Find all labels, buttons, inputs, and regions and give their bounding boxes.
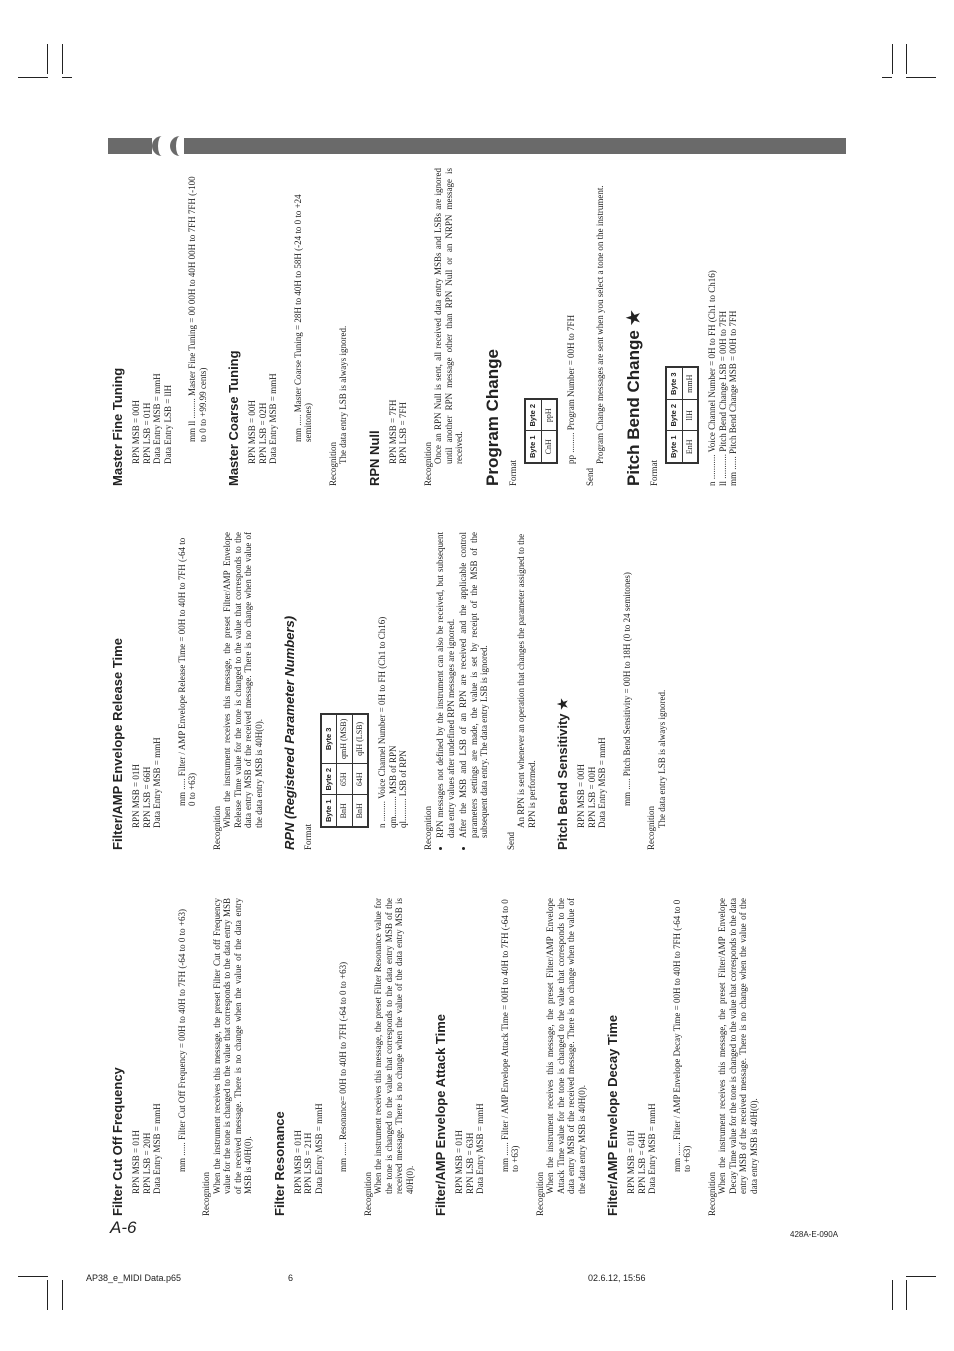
format-label: Format [303,824,313,850]
param-line: RPN LSB = 00H [586,766,597,828]
section-title: Filter Resonance [271,1111,287,1216]
param-line: RPN MSB = 01H [626,1130,636,1194]
param-line: RPN MSB = 00H [131,400,141,464]
crop-mark [906,1280,907,1310]
recognition-label: Recognition [534,1172,545,1216]
param-line: RPN LSB = 20H [141,1132,152,1194]
column-3 [110,168,757,486]
recognition-label: Recognition [706,1172,717,1216]
section-pitch-bend-change [624,168,739,486]
table-cell: BnH [337,795,353,827]
section-title: Filter/AMP Envelope Release Time [110,638,125,850]
value-definition: mm ..... Filter / AMP Envelope Release Time = 00H to 40H to 7FH (-64 to 0 to +63) [176,537,197,806]
list-item: • RPN messages not defined by the instrument can also be received, but subsequent data entry values after undefined RPN messages are ignored. [435,532,456,838]
recognition-label: Recognition [362,1172,373,1216]
send-text: An RPN is sent whenever an operation that changes the parameter assigned to the RPN is performed. [516,533,537,828]
section-attack-time [433,898,587,1216]
list-item: • After the MSB and LSB of an RPN are received and the applicable control parameters settings are made, the value is set by receipt of the MSB of the subsequent data entry. The data entry LSB is ignored. [458,532,490,838]
send-text: Program Change messages are sent when you select a tone on the instrument. [595,185,605,464]
table-header: Byte 1 [321,795,337,827]
value-definition: mm ...... Resonance= 00H to 40H to 7FH (-64 to 0 to +63) [338,961,348,1172]
value-definition: mm ll ......... Master Fine Tuning = 00 00H to 40H 00H to 7FH 7FH (-100 to 0 to +99.99 cents) [187,176,208,442]
section-title: Filter Cut Off Frequency [110,1067,125,1216]
recognition-label: Recognition [201,1172,211,1216]
table-header: Byte 1 [666,431,682,463]
definition-line: ll ........... Pitch Bend Change LSB = 00H to 7FH [717,310,728,486]
value-definition: mm ...... Filter / AMP Envelope Attack Time = 00H to 40H to 7FH (-64 to 0 to +63) [499,899,520,1172]
param-line: RPN MSB = 01H [131,1130,141,1194]
section-filter-cutoff [110,898,254,1216]
crop-mark [882,77,892,78]
table-cell: mmH [682,367,698,399]
definition-line: qm......... MSB of RPN [387,745,398,828]
table-cell: ppH [541,399,557,431]
footer-filename: AP38_e_MIDI Data.p65 [86,1273,182,1283]
footer-page: 6 [288,1273,294,1283]
section-release-time [110,532,264,850]
send-label: Send [584,468,595,486]
param-line: Data Entry MSB = mmH [152,1103,162,1194]
section-title: Pitch Bend Sensitivity ★ [555,698,570,850]
param-line: RPN LSB = 64H [636,1132,647,1194]
param-line: RPN LSB = 02H [257,402,268,464]
section-title: Filter/AMP Envelope Decay Time [605,1014,620,1216]
crop-mark [47,1280,48,1310]
section-rpn-null [367,168,465,486]
header-tab-marker [170,136,184,156]
recognition-text: The data entry LSB is always ignored. [338,325,348,464]
table-cell: qmH (MSB) [337,714,353,764]
definition-line: ql.......... LSB of RPN [398,750,408,828]
recognition-text: When the instrument receives this message, the preset Filter Cut off Frequency value for the tone is changed to the value that corresponds to the data entry MSB of the received message. There is no change when the value of the data entry MSB is 40H(0). [211,898,253,1194]
crop-mark [906,44,907,74]
recognition-text: Once an RPN Null is sent, all received data entry MSBs and LSBs are ignored until another RPN message other than RPN Null or an NRPN message is received. [433,168,464,464]
table-header: Byte 3 [666,367,682,399]
param-line: RPN MSB = 01H [292,1130,303,1194]
table-header: Byte 2 [666,399,682,431]
param-line: Data Entry LSB = llH [162,384,173,464]
recognition-label: Recognition [211,806,222,850]
value-definition: mm ...... Filter Cut Off Frequency = 00H to 40H to 7FH (-64 to 0 to +63) [176,909,187,1172]
crop-mark [18,77,48,78]
send-label: Send [505,832,516,850]
section-title: Master Fine Tuning [110,367,125,486]
column-1 [110,898,777,1216]
column-2 [110,532,685,850]
param-line: Data Entry MSB = mmH [152,373,162,464]
table-cell: BnH [352,795,368,827]
header-bar-left [108,138,152,154]
table-header: Byte 2 [321,763,337,795]
format-label: Format [507,460,518,486]
recognition-label: Recognition [646,806,656,850]
table-header: Byte 1 [525,431,541,463]
table-header: Byte 3 [321,714,337,764]
param-line: RPN LSB = 63H [464,1132,475,1194]
param-line: RPN LSB = 01H [141,402,152,464]
section-title: Pitch Bend Change ★ [623,310,643,486]
param-line: RPN LSB = 21H [303,1132,313,1194]
crop-mark [892,44,893,74]
param-line: Data Entry MSB = mmH [647,1103,657,1194]
section-filter-resonance [272,898,416,1216]
section-title: Program Change [482,349,502,486]
param-line: Data Entry MSB = mmH [268,373,278,464]
param-line: RPN MSB = 7FH [387,399,398,464]
section-master-coarse-tuning [226,168,349,486]
crop-mark [62,44,63,74]
definition-line: mm ...... Pitch Bend Change MSB = 00H to 7FH [728,310,738,486]
value-definition: mm ..... Master Coarse Tuning = 28H to 40H to 58H (-24 to 0 to +24 semitones) [292,194,313,442]
recognition-text: When the instrument receives this message, the preset Filter/AMP Envelope Release Time value for the tone is changed to the value that corresponds to the data entry MSB of the received message. There is no change when the value of the data entry MSB is 40H(0). [222,532,264,828]
value-definition: mm ..... Pitch Bend Sensitivity = 00H to 18H (0 to 24 semitones) [621,572,632,806]
section-title: RPN Null [366,430,382,486]
footer-date: 02.6.12, 15:56 [588,1273,646,1283]
param-line: RPN MSB = 01H [454,1130,464,1194]
value-definition: pp ......... Program Number = 00H to 7FH [566,314,576,464]
section-master-fine-tuning [110,168,208,486]
recognition-text: When the instrument receives this message, the preset Filter/AMP Envelope Decay Time value for the tone is changed to the value that corresponds to the data entry MSB of the received message. There is no change when the value of the data entry MSB is 40H(0). [717,898,759,1194]
param-line: RPN LSB = 66H [141,766,152,828]
param-line: Data Entry MSB = mmH [152,737,162,828]
table-header: Byte 2 [525,399,541,431]
param-line: RPN MSB = 01H [131,764,141,828]
crop-mark [47,44,48,74]
section-rpn [282,532,537,850]
crop-mark [906,1276,936,1277]
recognition-text: When the instrument receives this message, the preset Filter Resonance value for the tone is changed to the value that corresponds to the data entry MSB of the received message. There is no change when the value of the data entry MSB is 40H(0). [373,898,415,1194]
recognition-list [435,532,490,850]
recognition-label: Recognition [327,442,338,486]
section-title: RPN (Registered Parameter Numbers) [282,615,297,850]
crop-mark [62,77,72,78]
crop-mark [18,1276,48,1277]
rpn-format-table [320,713,370,828]
section-pitch-bend-sensitivity [555,532,667,850]
document-code: 428A-E-090A [790,1230,839,1239]
param-line: Data Entry MSB = mmH [313,1103,324,1194]
rotated-page-content [110,168,844,1216]
page-number: A-6 [110,1218,137,1237]
param-line: RPN MSB = 00H [247,400,257,464]
table-cell: EnH [682,431,698,463]
recognition-label: Recognition [422,806,433,850]
section-decay-time [605,898,759,1216]
crop-mark [906,77,936,78]
recognition-text: When the instrument receives this message, the preset Filter/AMP Envelope Attack Time value for the tone is changed to the value that corresponds to the data entry MSB of the received message. There is no change when the value of the data entry MSB is 40H(0). [545,898,587,1194]
format-label: Format [648,460,659,486]
crop-mark [892,1280,893,1310]
table-cell: qlH (LSB) [352,714,368,764]
section-program-change [483,168,606,486]
pitch-bend-table [665,366,699,464]
table-cell: CnH [541,431,557,463]
section-title: Master Coarse Tuning [226,350,241,486]
table-cell: 65H [337,763,353,795]
table-cell: 64H [352,763,368,795]
program-change-table [524,398,558,464]
recognition-label: Recognition [422,442,433,486]
crop-mark [62,1280,63,1310]
section-title: Filter/AMP Envelope Attack Time [433,1013,448,1216]
table-cell: llH [682,399,698,431]
param-line: RPN MSB = 00H [576,764,586,828]
param-line: Data Entry MSB = mmH [597,737,607,828]
param-line: RPN LSB = 7FH [398,402,408,464]
header-bar [178,138,846,154]
definition-line: n ........... Voice Channel Number = 0H to FH (Ch1 to Ch16) [707,270,717,486]
value-definition: mm ...... Filter / AMP Envelope Decay Time = 00H to 40H to 7FH (-64 to 0 to +63) [671,899,692,1172]
header-tab-marker [152,136,166,156]
definition-line: n ......... Voice Channel Number = 0H to FH (Ch1 to Ch16) [377,616,387,828]
param-line: Data Entry MSB = mmH [475,1103,485,1194]
recognition-text: The data entry LSB is always ignored. [656,689,667,828]
